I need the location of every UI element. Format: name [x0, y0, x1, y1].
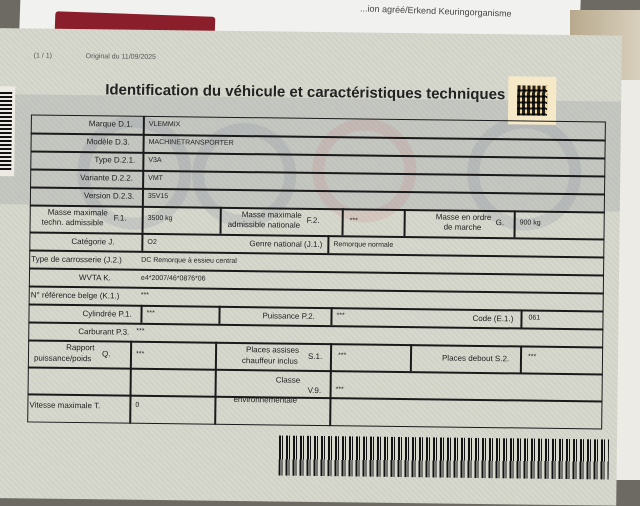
rapport-value: ***	[135, 350, 145, 358]
modele-label: Modèle D.3.	[86, 137, 130, 147]
places-assises-value: ***	[337, 352, 347, 360]
rapport-label: Rapport	[66, 342, 95, 353]
table-rule	[520, 345, 522, 372]
genre-value: Remorque normale	[333, 241, 394, 249]
places-debout-label: Places debout S.2.	[441, 353, 510, 364]
table-rule	[403, 209, 405, 236]
version-label: Version D.2.3.	[83, 191, 135, 201]
categorie-value: O2	[147, 238, 157, 247]
masse-max-label: Masse maximale	[47, 207, 108, 218]
original-date: Original du 11/09/2025	[85, 53, 157, 61]
categorie-label: Catégorie J.	[71, 236, 115, 247]
cylindree-label: Cylindrée P.1.	[82, 309, 132, 319]
qr-code-icon	[508, 76, 557, 125]
registration-certificate	[0, 28, 622, 506]
places-assises-label: Places assises	[246, 345, 300, 355]
table-rule	[327, 235, 329, 253]
genre-label: Genre national (J.1.)	[249, 239, 323, 250]
masse-max-label-2: techn. admissible	[41, 217, 104, 228]
masse-ordre-code: G.	[495, 218, 505, 228]
table-rule	[140, 305, 142, 323]
variante-value: VMT	[148, 174, 163, 183]
ref-belge-label: N° référence belge (K.1.)	[30, 290, 120, 301]
masse-nat-label-2: admissible nationale	[227, 219, 301, 230]
type-label: Type D.2.1.	[94, 155, 136, 165]
classe-env-value: ***	[335, 386, 344, 394]
table-rule	[330, 307, 332, 325]
code-label: Code (E.1.)	[472, 313, 514, 324]
places-debout-value: ***	[527, 353, 537, 361]
masse-max-code: F.1.	[113, 213, 127, 223]
variante-label: Variante D.2.2.	[80, 173, 134, 183]
page-indicator: (1 / 1)	[33, 52, 52, 60]
table-rule	[520, 309, 522, 327]
masse-nat-label: Masse maximale	[241, 210, 302, 220]
cylindree-value: ***	[146, 309, 155, 317]
background-header-text: ...ion agréé/Erkend Keuringorganisme	[359, 3, 512, 19]
classe-env-label-2: environnementale	[233, 394, 298, 405]
side-barcode-icon	[0, 86, 15, 176]
masse-ordre-label-2: de marche	[443, 222, 482, 232]
document-title: Identification du véhicule et caractéristiques techniques	[105, 81, 506, 104]
modele-value: MACHINETRANSPORTER	[148, 138, 234, 147]
vitesse-label: Vitesse maximale T.	[29, 400, 101, 411]
carburant-value: ***	[136, 327, 145, 335]
version-value: 35V15	[147, 192, 169, 201]
places-assises-label-2: chauffeur inclus	[241, 356, 298, 366]
carrosserie-value: DC Remorque à essieu central	[141, 256, 237, 265]
code-value: 061	[528, 314, 541, 322]
vitesse-value: 0	[135, 401, 140, 409]
wvta-label: WVTA K.	[78, 273, 111, 283]
table-rule	[141, 233, 143, 251]
barcode-icon	[279, 436, 609, 480]
masse-nat-code: F.2.	[306, 215, 320, 225]
rapport-code: Q.	[101, 349, 111, 359]
masse-ordre-value: 900 kg	[519, 219, 541, 227]
carrosserie-label: Type de carrosserie (J.2.)	[31, 254, 122, 265]
places-assises-code: S.1.	[307, 351, 323, 362]
marque-value: VLEMMIX	[148, 120, 181, 129]
masse-ordre-label: Masse en ordre	[435, 212, 492, 223]
ref-belge-value: ***	[140, 291, 149, 299]
puissance-value: ***	[336, 312, 345, 320]
masse-nat-value: ***	[349, 217, 358, 225]
masse-max-value: 3500 kg	[147, 214, 173, 223]
carburant-label: Carburant P.3.	[78, 327, 130, 337]
table-rule	[220, 207, 222, 234]
wvta-value: e4*2007/46*0876*06	[140, 274, 206, 283]
classe-env-code: V.9.	[307, 385, 322, 396]
type-value: V3A	[148, 156, 162, 165]
table-rule	[218, 306, 220, 324]
marque-label: Marque D.1.	[88, 119, 133, 129]
rapport-label-2: puissance/poids	[33, 353, 92, 364]
puissance-label: Puissance P.2.	[262, 311, 315, 321]
classe-env-label: Classe	[275, 375, 301, 385]
